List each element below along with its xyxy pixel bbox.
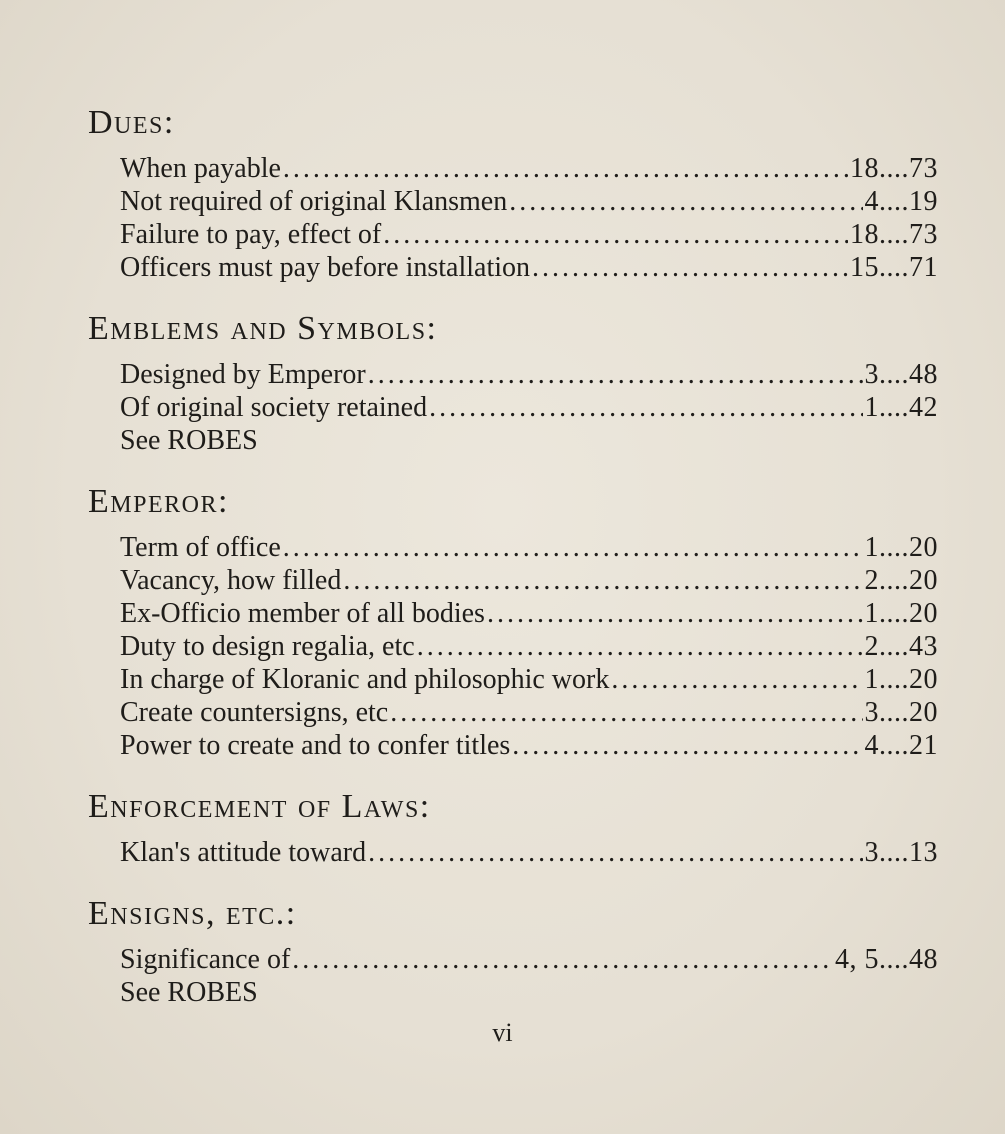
entry-reference: 1....20 [864, 664, 938, 695]
entry-reference: 3....20 [864, 697, 938, 728]
dot-leader [283, 531, 863, 564]
see-also-reference: See ROBES [120, 977, 258, 1008]
index-section-emblems [88, 306, 948, 457]
entry-reference: 15....71 [850, 252, 938, 283]
index-entry [120, 836, 938, 869]
dot-leader [509, 185, 862, 218]
entry-text: Term of office [120, 532, 281, 563]
entry-reference: 4....21 [864, 730, 938, 761]
dot-leader [611, 663, 862, 696]
entry-text: Ex-Officio member of all bodies [120, 598, 485, 629]
entry-text: In charge of Kloranic and philosophic work [120, 664, 610, 695]
entry-text: Designed by Emperor [120, 359, 366, 390]
entry-reference: 2....43 [864, 631, 938, 662]
index-entry [120, 564, 938, 597]
dot-leader [429, 391, 862, 424]
index-section-emperor [88, 479, 948, 762]
section-heading: Dues: [88, 104, 175, 141]
index-section-ensigns [88, 891, 948, 1009]
entry-list [120, 152, 938, 284]
entry-list [120, 943, 938, 1009]
entry-text: Power to create and to confer titles [120, 730, 511, 761]
index-entry [120, 251, 938, 284]
index-entry [120, 663, 938, 696]
entry-reference: 2....20 [864, 565, 938, 596]
entry-reference: 1....20 [864, 598, 938, 629]
entry-reference: 4....19 [864, 186, 938, 217]
dot-leader [390, 696, 862, 729]
entry-reference: 3....13 [864, 837, 938, 868]
index-section-dues [88, 100, 948, 284]
entry-list [120, 358, 938, 457]
dot-leader [417, 630, 863, 663]
section-heading: Emperor: [88, 483, 229, 520]
dot-leader [368, 836, 862, 869]
dot-leader [383, 218, 848, 251]
index-entry [120, 391, 938, 424]
dot-leader [368, 358, 863, 391]
index-entry [120, 531, 938, 564]
entry-text: Of original society retained [120, 392, 428, 423]
index-entry [120, 696, 938, 729]
entry-text: Failure to pay, effect of [120, 219, 382, 250]
entry-text: Klan's attitude toward [120, 837, 367, 868]
index-list [88, 100, 948, 1031]
entry-reference: 18....73 [850, 219, 938, 250]
entry-reference: 4, 5....48 [835, 944, 938, 975]
index-entry [120, 729, 938, 762]
index-section-enforcement [88, 784, 948, 869]
entry-text: Officers must pay before installation [120, 252, 531, 283]
section-heading: Emblems and Symbols: [88, 310, 438, 347]
entry-list [120, 531, 938, 762]
dot-leader [487, 597, 863, 630]
index-entry [120, 218, 938, 251]
entry-text: Create countersigns, etc [120, 697, 389, 728]
entry-reference: 1....20 [864, 532, 938, 563]
entry-list [120, 836, 938, 869]
section-heading: Ensigns, etc.: [88, 895, 297, 932]
entry-text: Not required of original Klansmen [120, 186, 508, 217]
index-entry [120, 358, 938, 391]
entry-text: Vacancy, how filled [120, 565, 342, 596]
entry-text: Significance of [120, 944, 291, 975]
dot-leader [532, 251, 848, 284]
page-number: vi [492, 1018, 513, 1047]
entry-reference: 18....73 [850, 153, 938, 184]
index-entry [120, 185, 938, 218]
index-entry [120, 630, 938, 663]
entry-text: Duty to design regalia, etc [120, 631, 415, 662]
index-entry [120, 152, 938, 185]
dot-leader [292, 943, 833, 976]
entry-text: When payable [120, 153, 281, 184]
see-also-reference: See ROBES [120, 425, 258, 456]
index-entry [120, 597, 938, 630]
index-entry [120, 943, 938, 976]
entry-reference: 3....48 [864, 359, 938, 390]
dot-leader [283, 152, 848, 185]
section-heading: Enforcement of Laws: [88, 788, 431, 825]
entry-reference: 1....42 [864, 392, 938, 423]
dot-leader [343, 564, 862, 597]
dot-leader [512, 729, 862, 762]
